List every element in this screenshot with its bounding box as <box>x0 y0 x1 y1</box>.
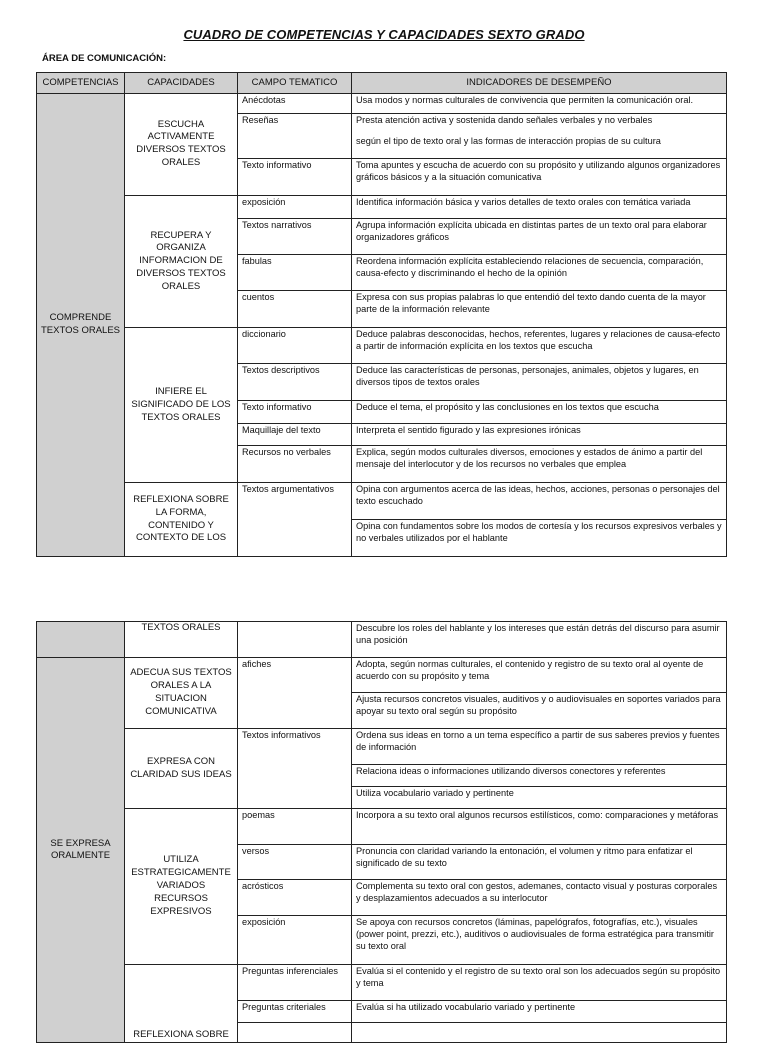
campo-cell: afiches <box>238 658 352 729</box>
capacidad-cell: TEXTOS ORALES <box>125 622 238 658</box>
capacidad-cell: RECUPERA Y ORGANIZA INFORMACION DE DIVERSOS TEXTOS ORALES <box>125 196 238 328</box>
campo-cell: Textos informativos <box>238 729 352 809</box>
campo-cell: Preguntas inferenciales <box>238 965 352 1001</box>
capacidad-cell: REFLEXIONA SOBRE LA FORMA, CONTENIDO Y CONTEXTO DE LOS <box>125 483 238 557</box>
header-campo-tematico: CAMPO TEMATICO <box>238 73 352 94</box>
indicador-cell: Usa modos y normas culturales de convivencia que permiten la comunicación oral. <box>352 93 727 114</box>
indicador-cell: Opina con fundamentos sobre los modos de cortesía y los recursos expresivos verbales y no verbales utilizados por el hablante <box>352 519 727 556</box>
indicador-text: según el tipo de texto oral y las formas de interacción propias de su cultura <box>356 135 661 146</box>
table-row <box>37 658 727 693</box>
indicador-cell: Deduce palabras desconocidas, hechos, referentes, lugares y relaciones de causa-efecto a partir de información explícita en los textos que escucha <box>352 328 727 364</box>
campo-cell: Recursos no verbales <box>238 446 352 483</box>
indicador-cell: Identifica información básica y varios detalles de texto orales con temática variada <box>352 196 727 219</box>
campo-cell: cuentos <box>238 291 352 328</box>
indicador-cell: Relaciona ideas o informaciones utilizando diversos conectores y referentes <box>352 765 727 787</box>
campo-cell: Textos descriptivos <box>238 364 352 401</box>
campo-cell <box>238 1023 352 1043</box>
area-label: ÁREA DE COMUNICACIÓN: <box>42 53 167 64</box>
indicador-cell: Evalúa si el contenido y el registro de su texto oral son los adecuados según su propósito y tema <box>352 965 727 1001</box>
campo-cell: fabulas <box>238 255 352 291</box>
competencias-table-2 <box>36 621 726 1041</box>
indicador-cell <box>352 114 727 159</box>
indicador-cell: Ajusta recursos concretos visuales, auditivos y o audiovisuales en soportes variados para apoyar su texto oral según su propósito <box>352 693 727 729</box>
indicador-cell: Deduce el tema, el propósito y las conclusiones en los textos que escucha <box>352 401 727 424</box>
campo-cell: diccionario <box>238 328 352 364</box>
table-row <box>37 729 727 765</box>
competencia-cell: SE EXPRESA ORALMENTE <box>37 658 125 1043</box>
header-competencias: COMPETENCIAS <box>37 73 125 94</box>
indicador-cell: Ordena sus ideas en torno a un tema específico a partir de sus saberes previos y fuentes de información <box>352 729 727 765</box>
capacidad-cell: INFIERE EL SIGNIFICADO DE LOS TEXTOS ORALES <box>125 328 238 483</box>
table-row <box>37 809 727 845</box>
campo-cell: exposición <box>238 916 352 965</box>
campo-cell: versos <box>238 845 352 880</box>
table-row <box>37 622 727 658</box>
table-row <box>37 196 727 219</box>
indicador-cell: Pronuncia con claridad variando la entonación, el volumen y ritmo para enfatizar el significado de su texto <box>352 845 727 880</box>
capacidad-cell: ESCUCHA ACTIVAMENTE DIVERSOS TEXTOS ORALES <box>125 93 238 196</box>
capacidad-cell: REFLEXIONA SOBRE <box>125 965 238 1043</box>
document-title: CUADRO DE COMPETENCIAS Y CAPACIDADES SEXTO GRADO <box>183 27 585 42</box>
indicador-cell: Se apoya con recursos concretos (láminas, papelógrafos, fotografías, etc.), visuales (power point, prezzi, etc.), auditivos o audiovisuales de forma estratégica para transmitir su texto oral <box>352 916 727 965</box>
indicador-cell: Evalúa si ha utilizado vocabulario variado y pertinente <box>352 1001 727 1023</box>
campo-cell: Preguntas criteriales <box>238 1001 352 1023</box>
capacidad-cell: ADECUA SUS TEXTOS ORALES A LA SITUACION COMUNICATIVA <box>125 658 238 729</box>
indicador-cell: Interpreta el sentido figurado y las expresiones irónicas <box>352 423 727 446</box>
campo-cell: exposición <box>238 196 352 219</box>
indicador-cell: Agrupa información explícita ubicada en distintas partes de un texto oral para elaborar organizadores gráficos <box>352 218 727 255</box>
campo-cell: Reseñas <box>238 114 352 159</box>
header-capacidades: CAPACIDADES <box>125 73 238 94</box>
campo-cell: Anécdotas <box>238 93 352 114</box>
indicador-cell: Explica, según modos culturales diversos, emociones y estados de ánimo a partir del mensaje del interlocutor y de los recursos no verbales que emplea <box>352 446 727 483</box>
indicador-cell <box>352 1023 727 1043</box>
indicador-text: Presta atención activa y sostenida dando señales verbales y no verbales <box>356 115 653 125</box>
indicador-cell: Adopta, según normas culturales, el contenido y registro de su texto oral al oyente de acuerdo con su propósito y tema <box>352 658 727 693</box>
capacidad-cell: EXPRESA CON CLARIDAD SUS IDEAS <box>125 729 238 809</box>
campo-cell: Textos narrativos <box>238 218 352 255</box>
header-indicadores: INDICADORES DE DESEMPEÑO <box>352 73 727 94</box>
indicador-cell: Incorpora a su texto oral algunos recursos estilísticos, como: comparaciones y metáforas <box>352 809 727 845</box>
campo-cell: Textos argumentativos <box>238 483 352 557</box>
indicador-cell: Toma apuntes y escucha de acuerdo con su propósito y utilizando algunos organizadores gráficos básicos y a la situación comunicativa <box>352 159 727 196</box>
table-row <box>37 93 727 114</box>
indicador-cell: Descubre los roles del hablante y los intereses que están detrás del discurso para asumir una posición <box>352 622 727 658</box>
table-row <box>37 965 727 1001</box>
capacidad-cell: UTILIZA ESTRATEGICAMENTE VARIADOS RECURSOS EXPRESIVOS <box>125 809 238 965</box>
indicador-cell: Reordena información explícita estableciendo relaciones de secuencia, comparación, causa-efecto y discriminando el hecho de la opinión <box>352 255 727 291</box>
indicador-cell: Utiliza vocabulario variado y pertinente <box>352 787 727 809</box>
campo-cell: acrósticos <box>238 880 352 916</box>
competencia-cell: COMPRENDE TEXTOS ORALES <box>37 93 125 557</box>
table-row <box>37 328 727 364</box>
campo-cell: Texto informativo <box>238 159 352 196</box>
competencias-table-1 <box>36 72 726 557</box>
table-row <box>37 483 727 520</box>
competencia-cell <box>37 622 125 658</box>
indicador-cell: Deduce las características de personas, personajes, animales, objetos y lugares, en diversos tipos de textos orales <box>352 364 727 401</box>
campo-cell: poemas <box>238 809 352 845</box>
campo-cell <box>238 622 352 658</box>
indicador-cell: Opina con argumentos acerca de las ideas, hechos, acciones, personas o personajes del texto escuchado <box>352 483 727 520</box>
campo-cell: Maquillaje del texto <box>238 423 352 446</box>
indicador-cell: Complementa su texto oral con gestos, ademanes, contacto visual y posturas corporales y desplazamientos adecuados a su interlocutor <box>352 880 727 916</box>
campo-cell: Texto informativo <box>238 401 352 424</box>
table-header-row <box>37 73 727 94</box>
indicador-cell: Expresa con sus propias palabras lo que entendió del texto dando cuenta de la mayor parte de la información relevante <box>352 291 727 328</box>
